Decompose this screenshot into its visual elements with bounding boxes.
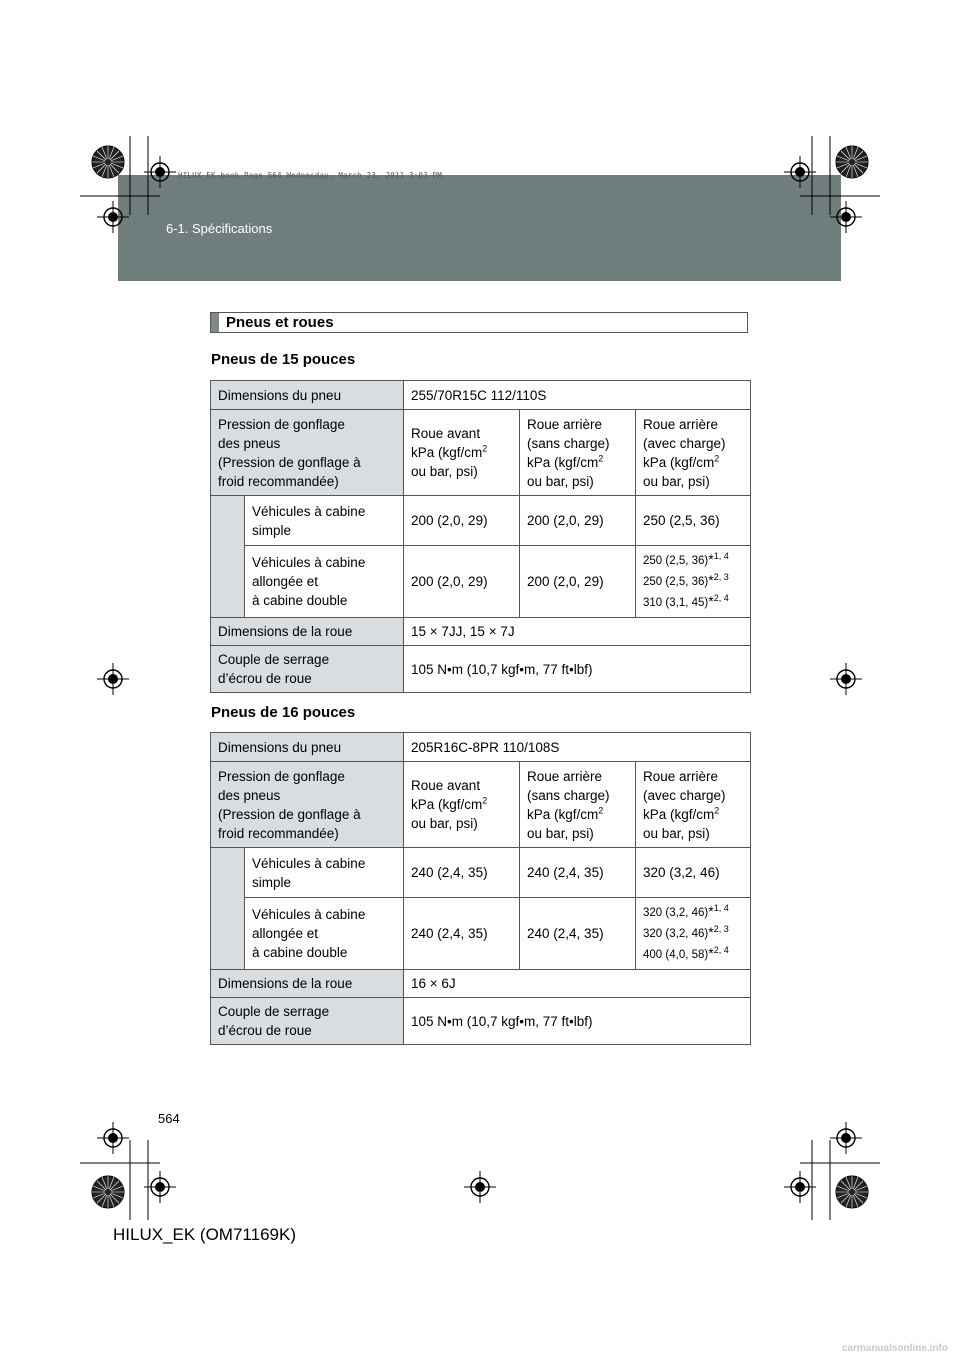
single-cab-rear-unladen: 240 (2,4, 35) (520, 848, 636, 898)
ext-cab-label: Véhicules à cabine allongée et à cabine double (245, 898, 404, 970)
single-cab-label: Véhicules à cabine simple (245, 848, 404, 898)
col-rear-unladen-header: Roue arrière (sans charge) kPa ($kgf/cm^2$ ou bar, psi) (520, 410, 636, 496)
table-row (211, 410, 751, 496)
subtitle-15: Pneus de 15 pouces (211, 351, 356, 368)
table-row (211, 618, 751, 646)
table-row (211, 848, 751, 898)
single-cab-label: Véhicules à cabine simple (245, 496, 404, 546)
section-title-box (210, 312, 748, 333)
model-code: HILUX_EK (OM71169K) (113, 1225, 296, 1244)
table-row (211, 762, 751, 848)
single-cab-front: 200 (2,0, 29) (404, 496, 520, 546)
table-row (211, 381, 751, 410)
wheel-size-value: 16 × 6J (404, 970, 751, 998)
section-title-bar (211, 313, 219, 332)
wheel-size-value: 15 × 7JJ, 15 × 7J (404, 618, 751, 646)
watermark-site: carmanualsonline.info (841, 1343, 948, 1354)
ext-cab-rear-laden: 250 (2,5, 36)*$^{1, 4}$ 250 (2,5, 36)*$^{2, 3}$ 310 (3,1, 45)*$^{2, 4}$ (636, 546, 751, 618)
tire-size-value: 255/70R15C 112/110S (404, 381, 751, 410)
torque-value: 105 N•m (10,7 kgf•m, 77 ft•lbf) (404, 646, 751, 693)
subtitle-16: Pneus de 16 pouces (211, 704, 356, 721)
torque-label: Couple de serrage d’écrou de roue (211, 998, 404, 1045)
table-row (211, 733, 751, 762)
wheel-size-label: Dimensions de la roue (211, 618, 404, 646)
print-line: HILUX_EK.book Page 564 Wednesday, March 23, 2011 3:03 PM (178, 171, 443, 180)
tire-size-label: Dimensions du pneu (211, 381, 404, 410)
single-cab-rear-laden: 250 (2,5, 36) (636, 496, 751, 546)
table-row (211, 546, 751, 618)
col-front-header: Roue avant kPa ($kgf/cm^2$ ou bar, psi) (404, 762, 520, 848)
torque-label: Couple de serrage d’écrou de roue (211, 646, 404, 693)
col-front-header: Roue avant kPa ($kgf/cm^2$ ou bar, psi) (404, 410, 520, 496)
ext-cab-rear-unladen: 200 (2,0, 29) (520, 546, 636, 618)
section-title: Pneus et roues (226, 314, 334, 331)
ext-cab-rear-laden: 320 (3,2, 46)*$^{1, 4}$ 320 (3,2, 46)*$^{2, 3}$ 400 (4,0, 58)*$^{2, 4}$ (636, 898, 751, 970)
ext-cab-front: 200 (2,0, 29) (404, 546, 520, 618)
ext-cab-front: 240 (2,4, 35) (404, 898, 520, 970)
tire-size-value: 205R16C-8PR 110/108S (404, 733, 751, 762)
single-cab-rear-unladen: 200 (2,0, 29) (520, 496, 636, 546)
col-rear-laden-header: Roue arrière (avec charge) kPa ($kgf/cm^2$ ou bar, psi) (636, 762, 751, 848)
tire-size-label: Dimensions du pneu (211, 733, 404, 762)
tire-spec-table-16 (210, 732, 751, 1045)
section-label: 6-1. Spécifications (166, 221, 273, 236)
table-row (211, 646, 751, 693)
single-cab-front: 240 (2,4, 35) (404, 848, 520, 898)
torque-value: 105 N•m (10,7 kgf•m, 77 ft•lbf) (404, 998, 751, 1045)
table-row (211, 898, 751, 970)
indent-cell (211, 848, 245, 970)
pressure-label: Pression de gonflage des pneus (Pression de gonflage à froid recommandée) (211, 762, 404, 848)
ext-cab-label: Véhicules à cabine allongée et à cabine double (245, 546, 404, 618)
single-cab-rear-laden: 320 (3,2, 46) (636, 848, 751, 898)
table-row (211, 998, 751, 1045)
tire-spec-table-15 (210, 380, 751, 693)
wheel-size-label: Dimensions de la roue (211, 970, 404, 998)
col-rear-unladen-header: Roue arrière (sans charge) kPa ($kgf/cm^2$ ou bar, psi) (520, 762, 636, 848)
page-number: 564 (158, 1111, 180, 1126)
table-row (211, 970, 751, 998)
table-row (211, 496, 751, 546)
col-rear-laden-header: Roue arrière (avec charge) kPa ($kgf/cm^2$ ou bar, psi) (636, 410, 751, 496)
ext-cab-rear-unladen: 240 (2,4, 35) (520, 898, 636, 970)
pressure-label: Pression de gonflage des pneus (Pression de gonflage à froid recommandée) (211, 410, 404, 496)
indent-cell (211, 496, 245, 618)
